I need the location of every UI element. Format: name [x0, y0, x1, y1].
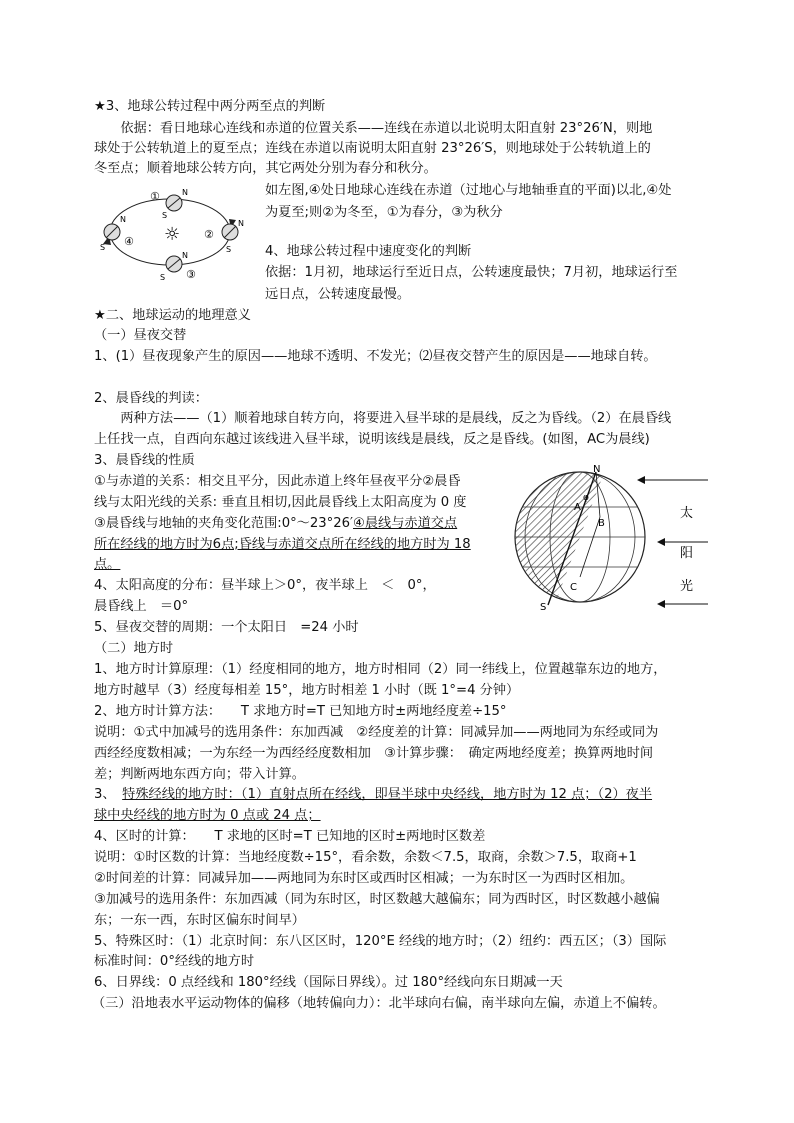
underlined-line: 球中央经线的地方时为 0 点或 24 点；	[94, 808, 321, 823]
subsection-heading: （二）地方时	[94, 641, 174, 656]
orbit-diagram	[98, 182, 258, 282]
text-line: 说明：①式中加减号的选用条件：东加西减 ②经度差的计算：同减异加——两地同为东经或同为	[94, 725, 659, 740]
text-line: 5、昼夜交替的周期：一个太阳日 =24 小时	[94, 620, 359, 635]
text-line: 上任找一点，自西向东越过该线进入昼半球，说明该线是晨线，反之是昏线。(如图，AC为晨线)	[94, 432, 650, 447]
svg-text:S: S	[100, 243, 106, 252]
svg-text:S: S	[226, 245, 232, 254]
text-line: 远日点，公转速度最慢。	[265, 287, 411, 302]
text-line: 依据：1月初，地球运行至近日点，公转速度最快；7月初，地球运行至	[265, 265, 678, 280]
point-c-label: C	[570, 582, 577, 593]
point-b-label: B	[598, 518, 605, 529]
underlined-line: 点。	[94, 557, 121, 572]
text-line: ③加减号的选用条件：东加西减（同为东时区，时区数越大越偏东；同为西时区，时区数越小越偏	[94, 892, 660, 907]
text-line: ①与赤道的关系：相交且平分，因此赤道上终年昼夜平分②晨昏	[94, 474, 461, 489]
text-line: 球处于公转轨道上的夏至点；连线在赤道以南说明太阳直射 23°26′S，则地球处于公转轨道上的	[94, 141, 651, 156]
text-line	[94, 515, 457, 533]
text-line: 线与太阳光线的关系: 垂直且相切,因此晨昏线上太阳高度为 0 度	[94, 495, 467, 510]
text-line: 如左图,④处日地球心连线在赤道（过地心与地轴垂直的平面)以北,④处	[265, 183, 672, 198]
sunlight-label: 阳	[680, 546, 694, 561]
underlined-line: 所在经线的地方时为6点;昏线与赤道交点所在经线的地方时为 18	[94, 537, 471, 552]
svg-text:S: S	[162, 211, 168, 220]
text-line: ②时间差的计算：同减异加——两地同为东时区或西时区相减；一为东时区一为西时区相加。	[94, 871, 634, 886]
text-line: 说明：①时区数的计算：当地经度数÷15°，看余数，余数＜7.5，取商，余数＞7.5，取商+1	[94, 850, 637, 865]
point-a-label: A	[574, 502, 581, 513]
text-line: 晨昏线上 ＝0°	[94, 599, 189, 614]
text-line: 标准时间：0°经线的地方时	[94, 954, 255, 969]
text-line: 依据：看日地球心连线和赤道的位置关系——连线在赤道以北说明太阳直射 23°26′N，则地	[94, 121, 653, 136]
svg-text:N: N	[238, 219, 244, 228]
angle-label: φ	[583, 493, 589, 503]
text-line: 4、地球公转过程中速度变化的判断	[265, 244, 472, 259]
text-line: 为夏至;则②为冬至，①为春分，③为秋分	[265, 205, 503, 220]
text-line: 6、日界线：0 点经线和 180°经线（国际日界线）。过 180°经线向东日期减一天	[94, 975, 563, 990]
text-line: 1、(1）昼夜现象产生的原因——地球不透明、不发光；⑵昼夜交替产生的原因是——地球自转。	[94, 349, 657, 364]
text-line: 2、地方时计算方法： T 求地方时=T 已知地方时±两地经度差÷15°	[94, 704, 507, 719]
subsection-heading: （一）昼夜交替	[94, 328, 187, 343]
north-pole-label: N	[593, 464, 601, 475]
text-line	[94, 786, 652, 804]
underlined-segment: ④晨线与赤道交点	[353, 516, 458, 531]
text-line: 4、区时的计算： T 求地的区时=T 已知地的区时±两地时区数差	[94, 829, 486, 844]
position-4-label: ④	[124, 235, 134, 248]
svg-text:N: N	[182, 251, 188, 260]
svg-text:S: S	[160, 273, 166, 282]
text-line: 5、特殊区时：（1）北京时间：东八区区时，120°E 经线的地方时；（2）纽约：西五区；（3）国际	[94, 934, 667, 949]
section-heading: ★3、地球公转过程中两分两至点的判断	[94, 99, 326, 114]
position-1-label: ①	[150, 190, 160, 203]
south-pole-label: S	[540, 602, 547, 612]
text-segment: ③晨昏线与地轴的夹角变化范围:0°～23°26′	[94, 516, 354, 531]
section-heading: ★二、地球运动的地理意义	[94, 308, 251, 323]
svg-text:N: N	[120, 215, 126, 224]
sun-icon: ☼	[164, 224, 181, 245]
text-segment: 3、	[94, 787, 123, 802]
text-line: 地方时越早（3）经度每相差 15°，地方时相差 1 小时（既 1°=4 分钟）	[94, 683, 520, 698]
svg-text:N: N	[182, 188, 188, 197]
sunlight-label: 太	[680, 506, 694, 521]
text-line: 差；判断两地东西方向；带入计算。	[94, 767, 305, 782]
text-line: （三）沿地表水平运动物体的偏移（地转偏向力）：北半球向右偏，南半球向左偏，赤道上不偏转。	[92, 996, 666, 1011]
text-line: 西经经度数相减；一为东经一为西经经度数相加 ③计算步骤： 确定两地经度差；换算两地时间	[94, 746, 654, 761]
text-line: 1、地方时计算原理：（1）经度相同的地方，地方时相同（2）同一纬线上，位置越靠东边的地方，	[94, 662, 667, 677]
text-line: 两种方法——（1）顺着地球自转方向，将要进入昼半球的是晨线，反之为昏线。（2）在晨昏线	[94, 411, 672, 426]
terminator-globe-diagram	[500, 462, 715, 612]
position-3-label: ③	[186, 268, 196, 281]
underlined-segment: 特殊经线的地方时：（1）直射点所在经线，即昼半球中央经线，地方时为 12 点；（2）夜半	[122, 787, 653, 802]
text-line: 东；一东一西，东时区偏东时间早）	[94, 913, 305, 928]
text-line: 4、太阳高度的分布：昼半球上＞0°，夜半球上 ＜ 0°，	[94, 578, 436, 593]
text-line: 3、晨昏线的性质	[94, 453, 195, 468]
text-line: 2、晨昏线的判读：	[94, 391, 208, 406]
sunlight-label: 光	[680, 579, 694, 594]
position-2-label: ②	[204, 228, 214, 241]
text-line: 冬至点；顺着地球公转方向，其它两处分别为春分和秋分。	[94, 161, 437, 176]
